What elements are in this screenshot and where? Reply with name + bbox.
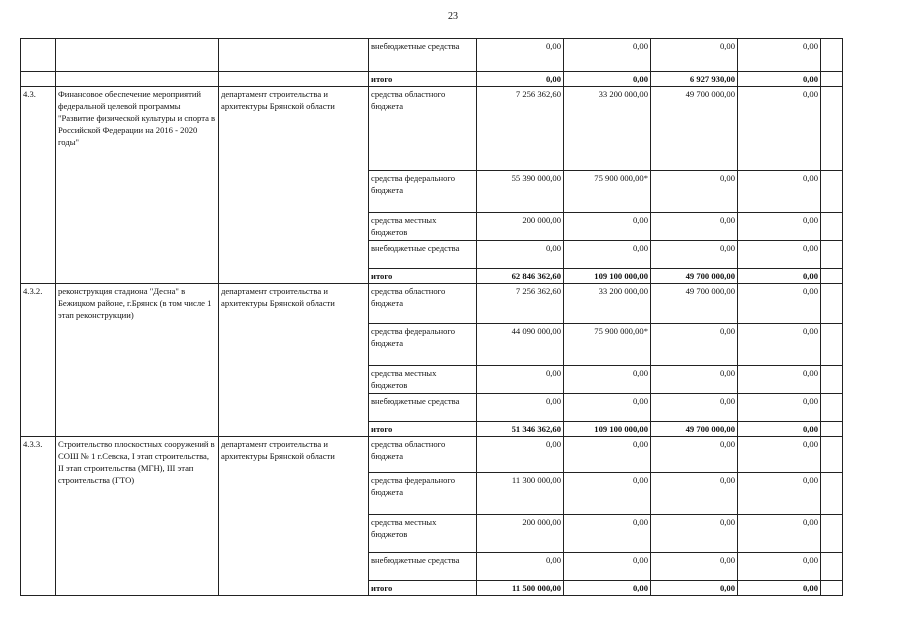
value-cell: 0,00 — [738, 87, 821, 171]
source-cell: средства областного бюджета — [369, 87, 477, 171]
value-cell: 49 700 000,00 — [651, 87, 738, 171]
value-cell: 75 900 000,00* — [564, 324, 651, 366]
value-cell: 0,00 — [477, 394, 564, 422]
value-cell: 200 000,00 — [477, 515, 564, 553]
source-cell: внебюджетные средства — [369, 39, 477, 72]
value-cell: 11 300 000,00 — [477, 473, 564, 515]
value-cell: 0,00 — [651, 515, 738, 553]
value-cell: 55 390 000,00 — [477, 171, 564, 213]
empty-cell — [821, 553, 843, 581]
value-cell: 0,00 — [651, 39, 738, 72]
source-cell: средства федерального бюджета — [369, 171, 477, 213]
source-cell: итого — [369, 72, 477, 87]
value-cell: 0,00 — [651, 581, 738, 596]
value-cell: 0,00 — [564, 241, 651, 269]
source-cell: итого — [369, 422, 477, 437]
source-cell: средства федерального бюджета — [369, 473, 477, 515]
title-cell — [56, 39, 219, 72]
value-cell: 62 846 362,60 — [477, 269, 564, 284]
value-cell: 11 500 000,00 — [477, 581, 564, 596]
source-cell: итого — [369, 581, 477, 596]
value-cell: 0,00 — [564, 553, 651, 581]
value-cell: 0,00 — [564, 437, 651, 473]
source-cell: внебюджетные средства — [369, 241, 477, 269]
page-number: 23 — [448, 11, 458, 22]
value-cell: 0,00 — [651, 366, 738, 394]
source-cell: внебюджетные средства — [369, 394, 477, 422]
table-row — [21, 72, 843, 87]
value-cell: 0,00 — [738, 284, 821, 324]
value-cell: 0,00 — [564, 366, 651, 394]
empty-cell — [821, 72, 843, 87]
value-cell: 0,00 — [477, 39, 564, 72]
empty-cell — [821, 366, 843, 394]
empty-cell — [821, 473, 843, 515]
code-cell — [21, 39, 56, 72]
value-cell: 49 700 000,00 — [651, 422, 738, 437]
value-cell: 7 256 362,60 — [477, 87, 564, 171]
value-cell: 0,00 — [738, 437, 821, 473]
empty-cell — [821, 394, 843, 422]
value-cell: 0,00 — [477, 553, 564, 581]
value-cell: 0,00 — [738, 72, 821, 87]
value-cell: 0,00 — [477, 241, 564, 269]
value-cell: 75 900 000,00* — [564, 171, 651, 213]
empty-cell — [821, 437, 843, 473]
value-cell: 0,00 — [564, 72, 651, 87]
section-title: реконструкция стадиона "Десна" в Бежицком районе, г.Брянск (в том числе 1 этап реконструкции) — [56, 284, 219, 437]
value-cell: 0,00 — [738, 515, 821, 553]
value-cell: 0,00 — [651, 394, 738, 422]
value-cell: 109 100 000,00 — [564, 269, 651, 284]
section-title: Строительство плоскостных сооружений в СОШ № 1 г.Севска, I этап строительства, II этап строительства (МГН), III этап строительства (ГТО) — [56, 437, 219, 596]
value-cell: 0,00 — [651, 241, 738, 269]
value-cell: 0,00 — [738, 366, 821, 394]
budget-table — [20, 38, 843, 596]
table-row — [21, 437, 843, 473]
table-row — [21, 284, 843, 324]
source-cell: внебюджетные средства — [369, 553, 477, 581]
empty-cell — [821, 269, 843, 284]
value-cell: 200 000,00 — [477, 213, 564, 241]
value-cell: 33 200 000,00 — [564, 87, 651, 171]
value-cell: 0,00 — [738, 422, 821, 437]
empty-cell — [821, 324, 843, 366]
value-cell: 6 927 930,00 — [651, 72, 738, 87]
value-cell: 7 256 362,60 — [477, 284, 564, 324]
section-code: 4.3. — [21, 87, 56, 284]
value-cell: 0,00 — [738, 473, 821, 515]
value-cell: 0,00 — [738, 324, 821, 366]
code-cell — [21, 72, 56, 87]
executor-cell — [219, 39, 369, 72]
value-cell: 0,00 — [477, 366, 564, 394]
empty-cell — [821, 39, 843, 72]
section-executor: департамент строительства и архитектуры Брянской области — [219, 87, 369, 284]
section-code: 4.3.3. — [21, 437, 56, 596]
section-code: 4.3.2. — [21, 284, 56, 437]
empty-cell — [821, 422, 843, 437]
source-cell: средства местных бюджетов — [369, 213, 477, 241]
value-cell: 0,00 — [651, 213, 738, 241]
source-cell: средства местных бюджетов — [369, 366, 477, 394]
source-cell: итого — [369, 269, 477, 284]
empty-cell — [821, 284, 843, 324]
value-cell: 44 090 000,00 — [477, 324, 564, 366]
value-cell: 0,00 — [738, 581, 821, 596]
value-cell: 0,00 — [738, 213, 821, 241]
value-cell: 0,00 — [651, 553, 738, 581]
value-cell: 0,00 — [738, 394, 821, 422]
source-cell: средства местных бюджетов — [369, 515, 477, 553]
value-cell: 0,00 — [477, 72, 564, 87]
value-cell: 33 200 000,00 — [564, 284, 651, 324]
value-cell: 0,00 — [738, 39, 821, 72]
title-cell — [56, 72, 219, 87]
value-cell: 0,00 — [651, 324, 738, 366]
value-cell: 49 700 000,00 — [651, 284, 738, 324]
value-cell: 0,00 — [738, 553, 821, 581]
section-title: Финансовое обеспечение мероприятий федеральной целевой программы "Развитие физической культуры и спорта в Российской Федерации на 2016 - 2020 годы" — [56, 87, 219, 284]
value-cell: 0,00 — [564, 39, 651, 72]
section-executor: департамент строительства и архитектуры Брянской области — [219, 437, 369, 596]
value-cell: 0,00 — [564, 581, 651, 596]
value-cell: 0,00 — [738, 171, 821, 213]
budget-table-body — [21, 39, 843, 596]
empty-cell — [821, 515, 843, 553]
empty-cell — [821, 241, 843, 269]
empty-cell — [821, 171, 843, 213]
value-cell: 0,00 — [651, 473, 738, 515]
source-cell: средства областного бюджета — [369, 284, 477, 324]
value-cell: 51 346 362,60 — [477, 422, 564, 437]
empty-cell — [821, 213, 843, 241]
empty-cell — [821, 87, 843, 171]
value-cell: 0,00 — [564, 515, 651, 553]
value-cell: 49 700 000,00 — [651, 269, 738, 284]
executor-cell — [219, 72, 369, 87]
empty-cell — [821, 581, 843, 596]
value-cell: 0,00 — [477, 437, 564, 473]
value-cell: 0,00 — [564, 394, 651, 422]
value-cell: 0,00 — [738, 269, 821, 284]
value-cell: 0,00 — [651, 171, 738, 213]
table-row — [21, 39, 843, 72]
value-cell: 0,00 — [738, 241, 821, 269]
value-cell: 0,00 — [651, 437, 738, 473]
source-cell: средства областного бюджета — [369, 437, 477, 473]
source-cell: средства федерального бюджета — [369, 324, 477, 366]
table-row — [21, 87, 843, 171]
value-cell: 0,00 — [564, 473, 651, 515]
section-executor: департамент строительства и архитектуры Брянской области — [219, 284, 369, 437]
value-cell: 0,00 — [564, 213, 651, 241]
value-cell: 109 100 000,00 — [564, 422, 651, 437]
